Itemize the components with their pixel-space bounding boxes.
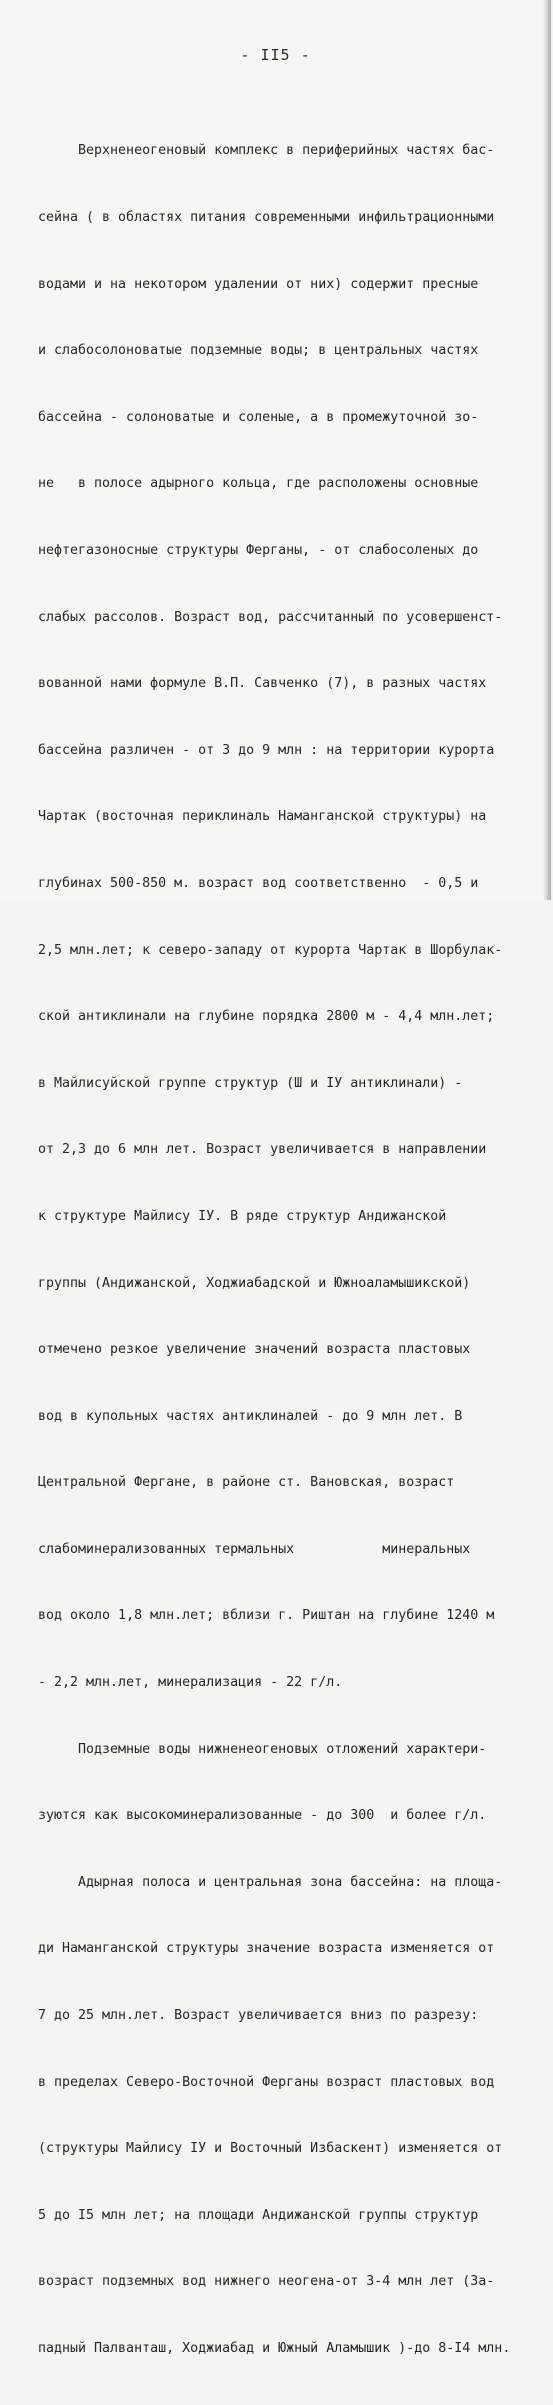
text-line: Адырная полоса и центральная зона бассейна: на площа- (38, 1874, 503, 1890)
text-line: - 2,2 млн.лет, минерализация - 22 г/л. (38, 1675, 343, 1691)
text-line: (структуры Майлису IУ и Восточный Избаскент) изменяется от (38, 2141, 503, 2157)
text-line: отмечено резкое увеличение значений возраста пластовых (38, 1342, 471, 1358)
text-line: к структуре Майлису IУ. В ряде структур Андижанской (38, 1208, 447, 1224)
text-line: сейна ( в областях питания современными инфильтрационными (38, 210, 495, 225)
text-line: в пределах Северо-Восточной Ферганы возраст пластовых вод (38, 2074, 495, 2090)
text-line: ди Наманганской структуры значение возраста изменяется от (38, 1941, 495, 1957)
text-line: нефтегазоносные структуры Ферганы, - от слабосоленых до (38, 542, 479, 558)
text-line: падный Палванташ, Ходжиабад и Южный Аламышик )-до 8-I4 млн. (38, 2341, 511, 2356)
text-line: и слабосолоноватые подземные воды; в центральных частях (38, 343, 479, 359)
text-line: вованной нами формуле В.П. Савченко (7), в разных частях (38, 676, 487, 692)
text-line: слабоминерализованных термальных минеральных (38, 1541, 471, 1557)
text-line: бассейна различен - от 3 до 9 млн : на территории курорта (38, 742, 495, 758)
text-line: вод около 1,8 млн.лет; вблизи г. Риштан на глубине 1240 м (38, 1608, 495, 1624)
text-line: 7 до 25 млн.лет. Возраст увеличивается вниз по разрезу: (38, 2008, 479, 2024)
text-line: 5 до I5 млн лет; на площади Андижанской группы структур (38, 2207, 479, 2223)
text-line: бассейна - солоноватые и соленые, а в промежуточной зо- (38, 409, 479, 425)
text-line: возраст подземных вод нижнего неогена-от 3-4 млн лет (За- (38, 2274, 495, 2290)
text-line: Подземные воды нижненеогеновых отложений характери- (38, 1741, 487, 1757)
text-line: от 2,3 до 6 млн лет. Возраст увеличивается в направлении (38, 1142, 487, 1158)
text-line: группы (Андижанской, Ходжиабадской и Южноаламышикской) (38, 1275, 471, 1291)
text-line: не в полосе адырного кольца, где расположены основные (38, 476, 479, 492)
text-line: Центральной Фергане, в районе ст. Вановская, возраст (38, 1475, 455, 1491)
text-line: слабых рассолов. Возраст вод, рассчитанный по усовершенст- (38, 609, 503, 625)
body-text (38, 96, 553, 2405)
text-line: зуются как высокоминерализованные - до 300 и более г/л. (38, 1808, 487, 1824)
text-line: ской антиклинали на глубине порядка 2800 м - 4,4 млн.лет; (38, 1009, 495, 1025)
text-line: Чартак (восточная периклиналь Наманганской структуры) на (38, 809, 487, 825)
text-line: глубинах 500-850 м. возраст вод соответственно - 0,5 и (38, 875, 479, 891)
page-edge-shadow (543, 0, 551, 900)
text-line: в Майлисуйской группе структур (Ш и IУ антиклинали) - (38, 1075, 463, 1091)
page-number: - II5 - (240, 46, 311, 64)
text-line: 2,5 млн.лет; к северо-западу от курорта Чартак в Шорбулак- (38, 942, 503, 958)
text-line: водами и на некотором удалении от них) содержит пресные (38, 276, 479, 292)
text-line: вод в купольных частях антиклиналей - до 9 млн лет. В (38, 1408, 463, 1424)
text-line: Верхненеогеновый комплекс в периферийных частях бас- (38, 143, 495, 159)
